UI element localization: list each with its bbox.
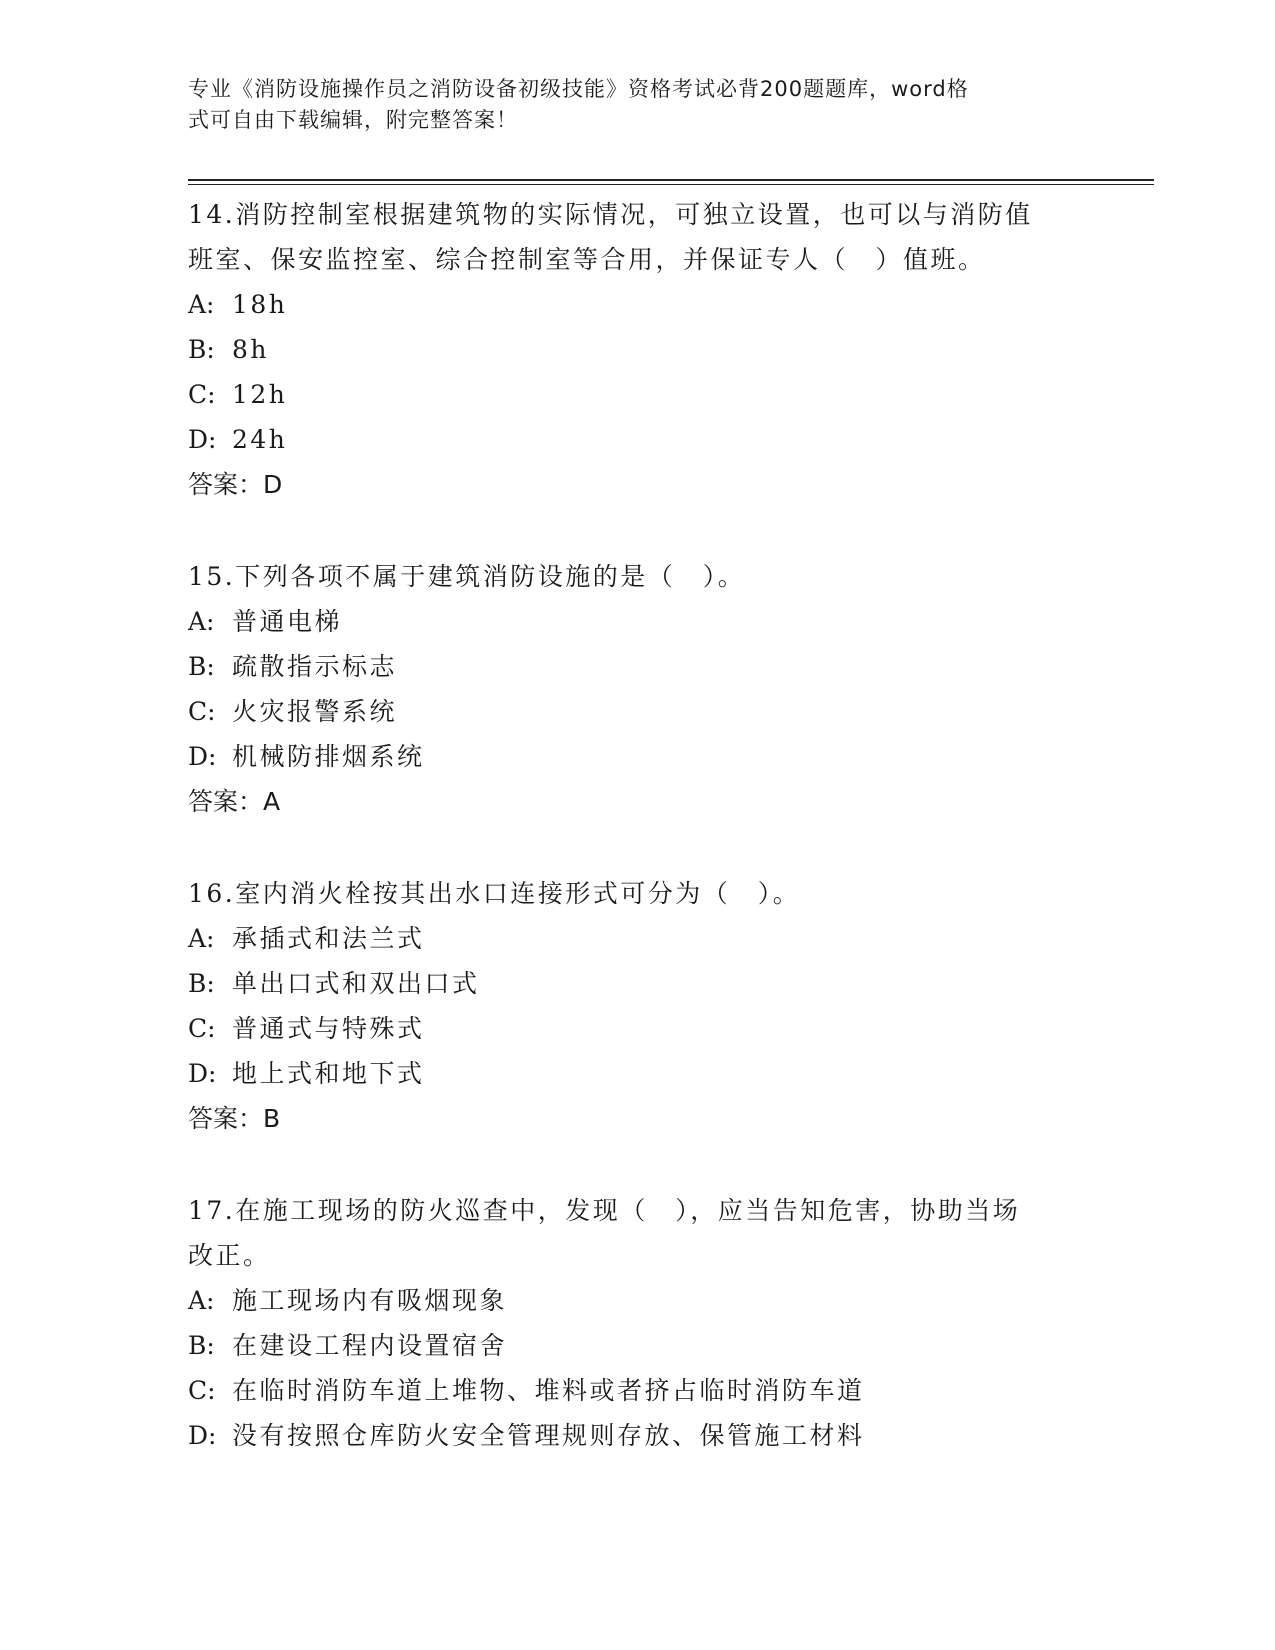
question-16 [188, 871, 1088, 1141]
option-letter: C: [188, 380, 216, 409]
option-letter: D: [188, 1059, 217, 1088]
answer-label: 答案：A [188, 787, 281, 816]
option-b [188, 327, 1088, 372]
option-text: 普通电梯 [232, 607, 343, 636]
option-letter: C: [188, 1376, 216, 1405]
option-letter: C: [188, 697, 216, 726]
question-14 [188, 192, 1088, 507]
question-text: 16.室内消火栓按其出水口连接形式可分为（ ）。 [188, 879, 801, 908]
option-text: 承插式和法兰式 [232, 924, 425, 953]
option-a [188, 1278, 1088, 1323]
option-text: 机械防排烟系统 [232, 742, 425, 771]
option-text: 8h [232, 335, 270, 364]
answer-label: 答案：B [188, 1104, 281, 1133]
option-text: 地上式和地下式 [232, 1059, 425, 1088]
option-text: 火灾报警系统 [232, 697, 398, 726]
question-text: 17.在施工现场的防火巡查中，发现（ ），应当告知危害，协助当场 [188, 1196, 1021, 1225]
option-letter: B: [188, 652, 215, 681]
header-line-1: 专业《消防设施操作员之消防设备初级技能》资格考试必背200题题库，word格 [188, 77, 969, 101]
option-text: 18h [232, 290, 288, 319]
option-c [188, 689, 1088, 734]
question-text-continued: 班室、保安监控室、综合控制室等合用，并保证专人（ ）值班。 [188, 245, 986, 274]
question-17 [188, 1188, 1088, 1458]
option-text: 24h [232, 425, 288, 454]
option-d [188, 417, 1088, 462]
option-letter: B: [188, 1331, 215, 1360]
question-15 [188, 554, 1088, 824]
option-text: 普通式与特殊式 [232, 1014, 425, 1043]
answer-label: 答案：D [188, 470, 283, 499]
option-letter: D: [188, 742, 217, 771]
option-b [188, 1323, 1088, 1368]
option-text: 疏散指示标志 [232, 652, 398, 681]
option-a [188, 282, 1088, 327]
option-letter: C: [188, 1014, 216, 1043]
option-text: 单出口式和双出口式 [232, 969, 480, 998]
option-c [188, 372, 1088, 417]
option-text: 12h [232, 380, 288, 409]
option-a [188, 916, 1088, 961]
option-text: 在临时消防车道上堆物、堆料或者挤占临时消防车道 [232, 1376, 865, 1405]
option-letter: B: [188, 969, 215, 998]
document-header [188, 74, 1088, 136]
option-letter: A: [188, 924, 215, 953]
option-d [188, 1413, 1088, 1458]
header-divider-thin [188, 184, 1154, 185]
option-text: 施工现场内有吸烟现象 [232, 1286, 508, 1315]
question-text-continued: 改正。 [188, 1241, 271, 1270]
option-letter: A: [188, 290, 215, 319]
header-divider-thick [188, 179, 1154, 181]
option-d [188, 734, 1088, 779]
option-text: 没有按照仓库防火安全管理规则存放、保管施工材料 [232, 1421, 865, 1450]
option-letter: B: [188, 335, 215, 364]
option-c [188, 1006, 1088, 1051]
option-b [188, 644, 1088, 689]
option-text: 在建设工程内设置宿舍 [232, 1331, 508, 1360]
question-text: 15.下列各项不属于建筑消防设施的是（ ）。 [188, 562, 746, 591]
option-a [188, 599, 1088, 644]
option-letter: A: [188, 607, 215, 636]
option-letter: D: [188, 425, 217, 454]
question-text: 14.消防控制室根据建筑物的实际情况，可独立设置，也可以与消防值 [188, 200, 1033, 229]
option-letter: A: [188, 1286, 215, 1315]
question-list [188, 192, 1088, 1458]
option-letter: D: [188, 1421, 217, 1450]
option-b [188, 961, 1088, 1006]
header-line-2: 式可自由下载编辑，附完整答案！ [188, 108, 518, 132]
option-d [188, 1051, 1088, 1096]
option-c [188, 1368, 1088, 1413]
